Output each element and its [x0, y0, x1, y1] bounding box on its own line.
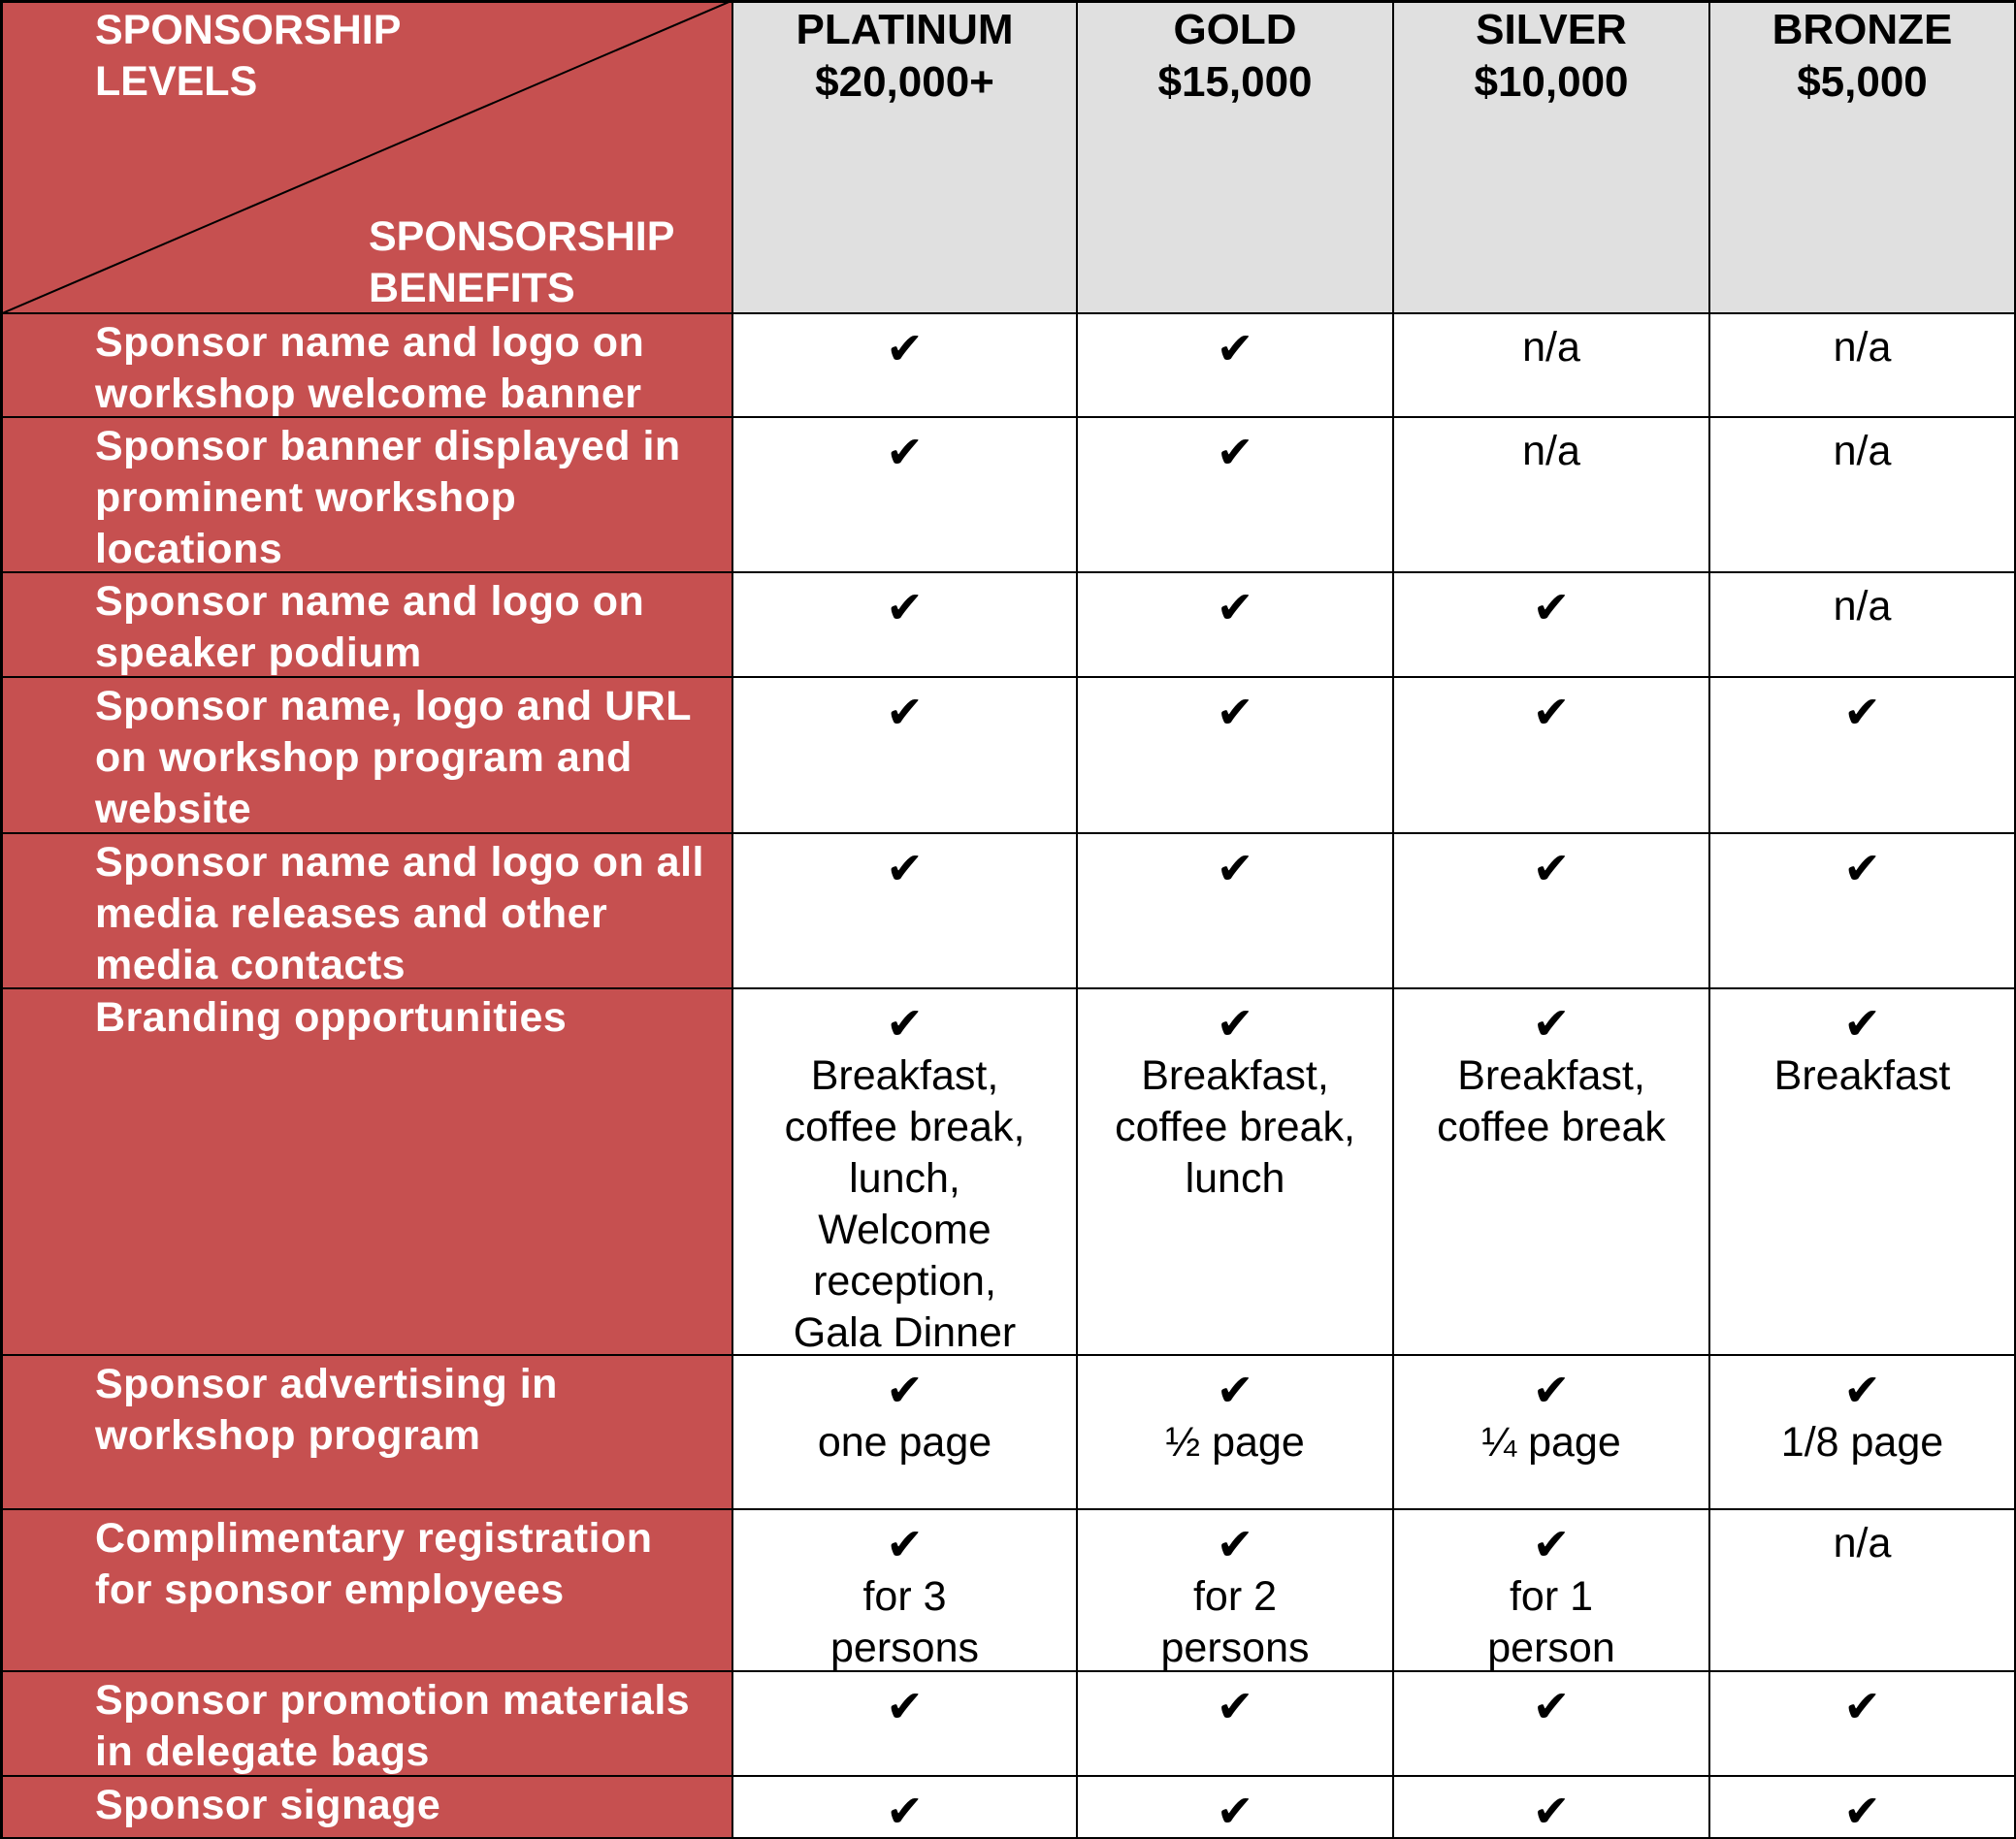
- check-icon: ✔: [886, 998, 924, 1049]
- benefit-value-platinum: [733, 573, 1078, 678]
- benefit-label: Branding opportunities: [0, 989, 733, 1356]
- benefit-value-bronze: [1710, 678, 2016, 834]
- check-icon: ✔: [1532, 998, 1571, 1049]
- check-icon: ✔: [1532, 687, 1571, 737]
- benefit-value-platinum: [733, 1356, 1078, 1510]
- benefit-value-silver: [1394, 1510, 1710, 1672]
- check-icon: ✔: [1216, 687, 1254, 737]
- benefit-value-silver: [1394, 573, 1710, 678]
- corner-header-cell: [0, 0, 733, 314]
- check-icon: ✔: [1532, 1519, 1571, 1569]
- benefit-value-silver: [1394, 1777, 1710, 1839]
- benefit-label: Sponsor banner displayed in prominent workshop locations: [0, 418, 733, 573]
- benefit-note: one page: [817, 1419, 992, 1466]
- check-icon: ✔: [1216, 998, 1254, 1049]
- check-icon: ✔: [1532, 1681, 1571, 1731]
- check-icon: ✔: [1843, 1786, 1881, 1836]
- benefit-note: n/a: [1833, 428, 1892, 474]
- check-icon: ✔: [1532, 1786, 1571, 1836]
- benefit-value-platinum: [733, 989, 1078, 1356]
- benefit-note: ¼ page: [1481, 1419, 1621, 1466]
- check-icon: ✔: [1843, 1681, 1881, 1731]
- benefit-value-gold: [1078, 314, 1394, 418]
- check-icon: ✔: [1216, 1365, 1254, 1415]
- benefit-value-gold: [1078, 1672, 1394, 1777]
- check-icon: ✔: [1216, 843, 1254, 893]
- benefit-value-silver: [1394, 834, 1710, 989]
- benefit-label: Sponsor name and logo on workshop welcome banner: [0, 314, 733, 418]
- benefit-value-bronze: [1710, 989, 2016, 1356]
- benefit-value-silver: [1394, 989, 1710, 1356]
- benefit-label: Sponsor promotion materials in delegate bags: [0, 1672, 733, 1777]
- benefit-value-gold: [1078, 989, 1394, 1356]
- benefit-value-platinum: [733, 418, 1078, 573]
- level-price: $15,000: [1157, 58, 1313, 106]
- level-header-platinum: [733, 0, 1078, 314]
- check-icon: ✔: [1532, 582, 1571, 632]
- check-icon: ✔: [1843, 687, 1881, 737]
- benefit-note: n/a: [1833, 324, 1892, 371]
- benefits-heading: SPONSORSHIP BENEFITS: [369, 213, 675, 311]
- level-name: GOLD: [1173, 6, 1297, 53]
- level-name: BRONZE: [1772, 6, 1953, 53]
- level-price: $5,000: [1797, 58, 1928, 106]
- benefit-note: for 1 person: [1487, 1573, 1615, 1671]
- benefit-label: Sponsor name and logo on speaker podium: [0, 573, 733, 678]
- benefit-value-platinum: [733, 1510, 1078, 1672]
- benefit-value-gold: [1078, 418, 1394, 573]
- benefit-note: for 2 persons: [1160, 1573, 1310, 1671]
- benefit-value-gold: [1078, 1356, 1394, 1510]
- check-icon: ✔: [886, 323, 924, 373]
- level-name: SILVER: [1476, 6, 1627, 53]
- benefit-value-gold: [1078, 573, 1394, 678]
- benefit-label: Sponsor advertising in workshop program: [0, 1356, 733, 1510]
- levels-heading: SPONSORSHIP LEVELS: [95, 7, 402, 105]
- check-icon: ✔: [1216, 1786, 1254, 1836]
- check-icon: ✔: [1216, 323, 1254, 373]
- benefit-value-bronze: [1710, 834, 2016, 989]
- benefit-value-bronze: [1710, 573, 2016, 678]
- benefit-note: for 3 persons: [830, 1573, 979, 1671]
- benefit-value-silver: [1394, 1356, 1710, 1510]
- benefit-value-platinum: [733, 314, 1078, 418]
- benefit-label: Sponsor signage: [0, 1777, 733, 1839]
- benefit-value-silver: [1394, 418, 1710, 573]
- check-icon: ✔: [1216, 1681, 1254, 1731]
- benefit-note: Breakfast, coffee break, lunch: [1115, 1052, 1355, 1202]
- benefit-value-platinum: [733, 678, 1078, 834]
- check-icon: ✔: [1216, 582, 1254, 632]
- level-header-gold: [1078, 0, 1394, 314]
- level-price: $20,000+: [815, 58, 994, 106]
- benefit-note: n/a: [1522, 324, 1580, 371]
- benefit-value-gold: [1078, 834, 1394, 989]
- benefit-label: Sponsor name, logo and URL on workshop program and website: [0, 678, 733, 834]
- benefit-note: Breakfast, coffee break, lunch, Welcome reception, Gala Dinner: [784, 1052, 1025, 1356]
- check-icon: ✔: [1216, 1519, 1254, 1569]
- benefit-note: n/a: [1522, 428, 1580, 474]
- check-icon: ✔: [886, 427, 924, 477]
- benefit-value-silver: [1394, 1672, 1710, 1777]
- benefit-label: Sponsor name and logo on all media releases and other media contacts: [0, 834, 733, 989]
- benefit-note: Breakfast, coffee break: [1437, 1052, 1666, 1150]
- benefit-label: Complimentary registration for sponsor employees: [0, 1510, 733, 1672]
- benefit-note: 1/8 page: [1780, 1419, 1944, 1466]
- benefit-note: n/a: [1833, 1520, 1892, 1566]
- level-price: $10,000: [1474, 58, 1629, 106]
- check-icon: ✔: [886, 687, 924, 737]
- level-name: PLATINUM: [796, 6, 1014, 53]
- check-icon: ✔: [886, 1365, 924, 1415]
- benefit-note: n/a: [1833, 583, 1892, 629]
- benefit-value-bronze: [1710, 1672, 2016, 1777]
- check-icon: ✔: [1843, 1365, 1881, 1415]
- check-icon: ✔: [1843, 843, 1881, 893]
- benefit-value-platinum: [733, 1672, 1078, 1777]
- benefit-value-bronze: [1710, 418, 2016, 573]
- benefit-value-bronze: [1710, 1356, 2016, 1510]
- check-icon: ✔: [1532, 843, 1571, 893]
- benefit-value-platinum: [733, 1777, 1078, 1839]
- check-icon: ✔: [886, 843, 924, 893]
- level-header-bronze: [1710, 0, 2016, 314]
- benefit-value-bronze: [1710, 1777, 2016, 1839]
- check-icon: ✔: [1843, 998, 1881, 1049]
- check-icon: ✔: [886, 582, 924, 632]
- benefit-note: Breakfast: [1773, 1052, 1951, 1099]
- check-icon: ✔: [1532, 1365, 1571, 1415]
- benefit-value-gold: [1078, 1777, 1394, 1839]
- level-header-silver: [1394, 0, 1710, 314]
- check-icon: ✔: [1216, 427, 1254, 477]
- check-icon: ✔: [886, 1786, 924, 1836]
- check-icon: ✔: [886, 1681, 924, 1731]
- benefit-note: ½ page: [1165, 1419, 1305, 1466]
- benefit-value-silver: [1394, 678, 1710, 834]
- check-icon: ✔: [886, 1519, 924, 1569]
- benefit-value-silver: [1394, 314, 1710, 418]
- benefit-value-bronze: [1710, 1510, 2016, 1672]
- benefit-value-bronze: [1710, 314, 2016, 418]
- benefit-value-platinum: [733, 834, 1078, 989]
- benefit-value-gold: [1078, 1510, 1394, 1672]
- benefit-value-gold: [1078, 678, 1394, 834]
